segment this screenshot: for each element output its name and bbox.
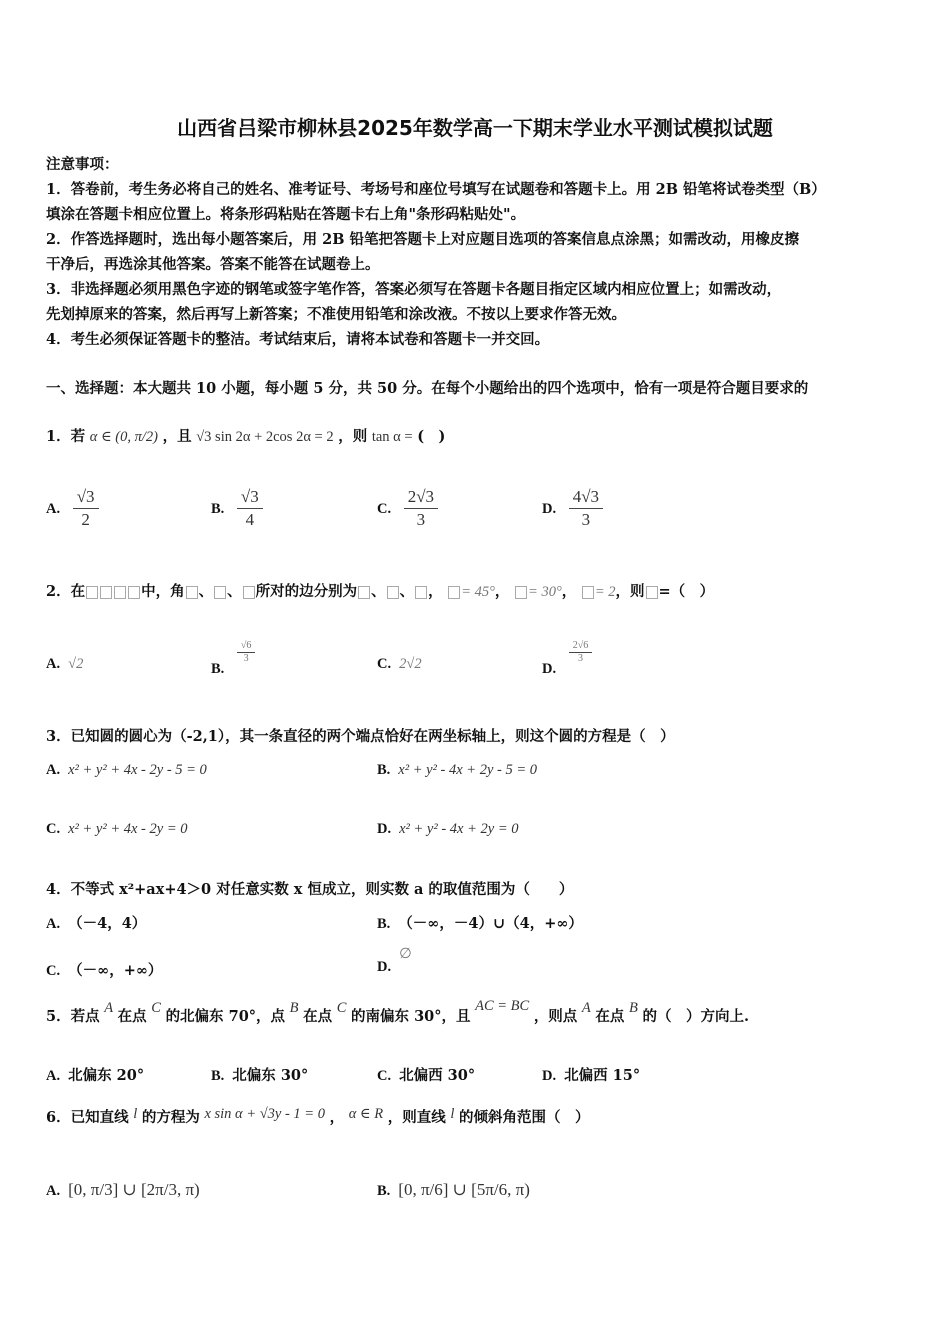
q3-option-b[interactable]: B. x² + y² - 4x + 2y - 5 = 0 (377, 762, 537, 778)
q3-option-d[interactable]: D. x² + y² - 4x + 2y = 0 (377, 821, 519, 837)
note-1a: 1．答卷前，考生务必将自己的姓名、准考证号、考场号和座位号填写在试题卷和答题卡上。用 2B 铅笔将试卷类型（B） (46, 181, 826, 198)
q2-option-b[interactable]: B. $\frac{√6}{3}$ (211, 640, 255, 665)
note-1b: 填涂在答题卡相应位置上。将条形码粘贴在答题卡右上角"条形码粘贴处"。 (46, 206, 526, 223)
page-title: 山西省吕梁市柳林县2025年数学高一下期末学业水平测试模拟试题 (177, 116, 773, 140)
q1-option-c[interactable]: C. $\frac{2√3}{3}$ (377, 486, 438, 531)
q2-number: 2．在 (46, 583, 86, 600)
q1-option-b[interactable]: B. $\frac{√3}{4}$ (211, 486, 263, 531)
q5-option-b[interactable]: B. 北偏东 30° (211, 1067, 309, 1084)
q1-ask: tan α = (371, 429, 413, 445)
q3-option-c[interactable]: C. x² + y² + 4x - 2y = 0 (46, 821, 188, 837)
q4-option-b[interactable]: B. （－∞，－4）∪（4，+∞） (377, 915, 583, 932)
q1-equation: √3 sin 2α + 2cos 2α = 2 (196, 429, 334, 445)
q1-option-c-fraction: $\frac{2√3}{3}$ (404, 486, 438, 531)
q5-equation: AC = BC (475, 998, 530, 1014)
empty-set-symbol: ∅ (399, 946, 412, 962)
q1-option-d-fraction: $\frac{4√3}{3}$ (569, 486, 603, 531)
q6-option-b[interactable]: B. [0, π/6] ∪ [5π/6, π) (377, 1180, 530, 1199)
q2-option-d-fraction: $\frac{2√6}{3}$ (569, 640, 593, 665)
q3-option-a[interactable]: A. x² + y² + 4x - 2y - 5 = 0 (46, 762, 207, 778)
note-3a: 3．非选择题必须用黑色字迹的钢笔或签字笔作答，答案必须写在答题卡各题目指定区域内相应位置上；如需改动， (46, 281, 782, 298)
section-heading: 一、选择题：本大题共 10 小题，每小题 5 分，共 50 分。在每个小题给出的四个选项中，恰有一项是符合题目要求的 (46, 380, 809, 397)
q4-option-a[interactable]: A. （－4，4） (46, 915, 147, 932)
note-3b: 先划掉原来的答案，然后再写上新答案；不准使用铅笔和涂改液。不按以上要求作答无效。 (46, 306, 626, 323)
q1-option-d[interactable]: D. $\frac{4√3}{3}$ (542, 486, 603, 531)
q5-option-a[interactable]: A. 北偏东 20° (46, 1067, 145, 1084)
question-3: 3．已知圆的圆心为（-2,1），其一条直径的两个端点恰好在两坐标轴上，则这个圆的方程是（ ） (46, 728, 675, 745)
q6-option-a[interactable]: A. [0, π/3] ∪ [2π/3, π) (46, 1180, 200, 1199)
q1-mid: ，且 (162, 428, 192, 445)
question-5: 5．若点 A 在点 C 的北偏东 70°，点 B 在点 C 的南偏东 30°，且 AC = BC ，则点 A 在点 B 的（ ）方向上. (46, 998, 750, 1025)
question-1 (46, 425, 445, 446)
q5-option-d[interactable]: D. 北偏西 15° (542, 1067, 641, 1084)
placeholder-box (86, 586, 98, 599)
q2-option-a[interactable]: A. √2 (46, 656, 84, 672)
q2-option-c[interactable]: C. 2√2 (377, 656, 422, 672)
q1-option-a-fraction: $\frac{√3}{2}$ (73, 486, 99, 531)
q1-number: 1．若 (46, 428, 86, 445)
q1-option-b-fraction: $\frac{√3}{4}$ (237, 486, 263, 531)
question-4: 4．不等式 x²+ax+4＞0 对任意实数 x 恒成立，则实数 a 的取值范围为（ ） (46, 881, 574, 898)
q2-option-d[interactable]: D. $\frac{2√6}{3}$ (542, 640, 592, 665)
q1-option-a[interactable]: A. $\frac{√3}{2}$ (46, 486, 99, 531)
q1-paren: ( ) (417, 428, 446, 445)
q2-cond-1: = 45° (461, 584, 495, 600)
q2-cond-2: = 30° (528, 584, 562, 600)
q4-option-c[interactable]: C. （－∞，+∞） (46, 962, 163, 979)
question-2: 2．在 中，角 、 、 所对的边分别为 、 、 ， = 45°， = 30°， = 2，则 =（ ） (46, 583, 715, 600)
q6-condition: α ∈ R (348, 1106, 384, 1122)
q1-then: ，则 (338, 428, 368, 445)
q6-equation: x sin α + √3y - 1 = 0 (204, 1106, 325, 1122)
q5-option-c[interactable]: C. 北偏西 30° (377, 1067, 476, 1084)
note-2b: 干净后，再选涂其他答案。答案不能答在试题卷上。 (46, 256, 380, 273)
q4-option-d[interactable]: D.∅ (377, 946, 412, 975)
notes-heading: 注意事项： (46, 156, 119, 173)
q2-cond-3: = 2 (594, 584, 616, 600)
note-2a: 2．作答选择题时，选出每小题答案后，用 2B 铅笔把答题卡上对应题目选项的答案信息点涂黑；如需改动，用橡皮擦 (46, 231, 800, 248)
q1-condition: α ∈ (0, π/2) (89, 429, 158, 445)
question-6: 6．已知直线 l 的方程为 x sin α + √3y - 1 = 0 ， α ∈ R ，则直线 l 的倾斜角范围（ ） (46, 1106, 590, 1126)
q2-option-b-fraction: $\frac{√6}{3}$ (237, 640, 256, 665)
note-4: 4．考生必须保证答题卡的整洁。考试结束后，请将本试卷和答题卡一并交回。 (46, 331, 550, 348)
